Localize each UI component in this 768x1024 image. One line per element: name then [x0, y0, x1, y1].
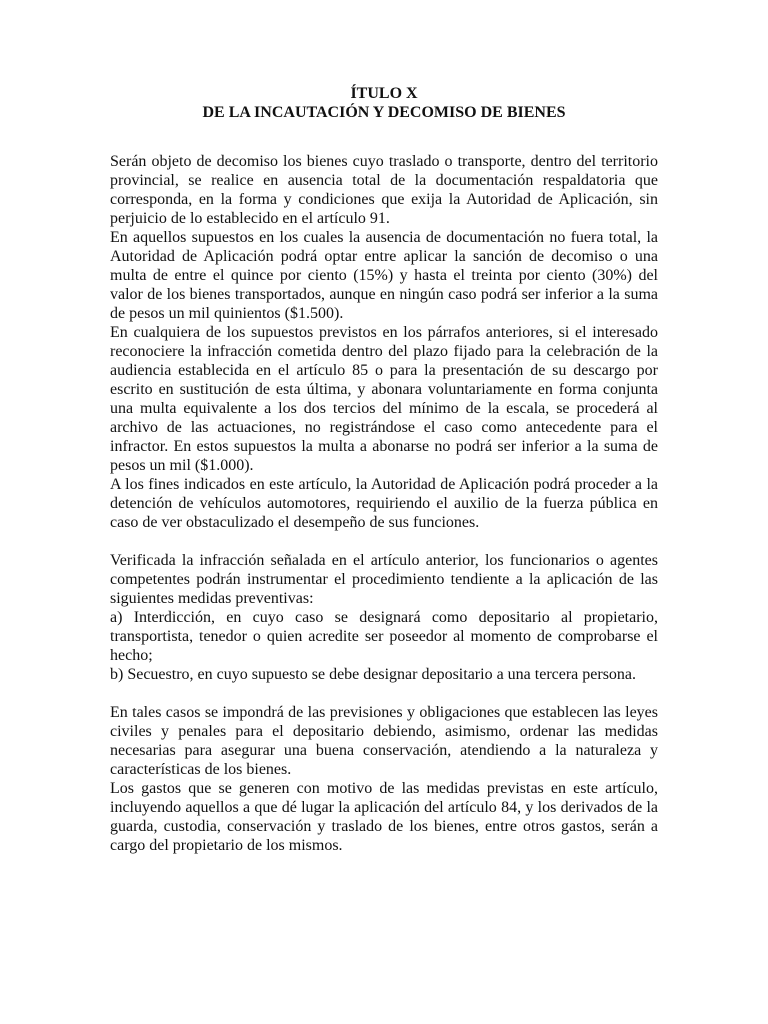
paragraph-interdiccion: a) Interdicción, en cuyo caso se designará como depositario al propietario, transportista, tenedor o quien acredite ser poseedor al momento de comprobarse el hecho;	[110, 609, 658, 664]
paragraph-spacer	[110, 532, 658, 551]
title-line-2: DE LA INCAUTACIÓN Y DECOMISO DE BIENES	[202, 104, 566, 121]
paragraph-detencion: A los fines indicados en este artículo, la Autoridad de Aplicación podrá proceder a la detención de vehículos automotores, requiriendo el auxilio de la fuerza pública en caso de ver obstaculizado el desempeño de sus funciones.	[110, 476, 658, 531]
paragraph-gastos: Los gastos que se generen con motivo de las medidas previstas en este artículo, incluyendo aquellos a que dé lugar la aplicación del artículo 84, y los derivados de la guarda, custodia, conservación y traslado de los bienes, entre otros gastos, serán a cargo del propietario de los mismos.	[110, 780, 658, 854]
paragraph-reconocimiento: En cualquiera de los supuestos previstos en los párrafos anteriores, si el interesado reconociere la infracción cometida dentro del plazo fijado para la celebración de la audiencia establecida en el artículo 85 o para la presentación de su descargo por escrito en sustitución de esta última, y abonara voluntariamente en forma conjunta una multa equivalente a los dos tercios del mínimo de la escala, se procederá al archivo de las actuaciones, no registrándose el caso como antecedente para el infractor. En estos supuestos la multa a abonarse no podrá ser inferior a la suma de pesos un mil ($1.000).	[110, 324, 658, 474]
paragraph-secuestro: b) Secuestro, en cuyo supuesto se debe designar depositario a una tercera persona.	[110, 666, 637, 683]
title-line-1: ÍTULO X	[350, 85, 418, 102]
paragraph-multa: En aquellos supuestos en los cuales la ausencia de documentación no fuera total, la Autoridad de Aplicación podrá optar entre aplicar la sanción de decomiso o una multa de entre el quince por ciento (15%) y hasta el treinta por ciento (30%) del valor de los bienes transportados, aunque en ningún caso podrá ser inferior a la suma de pesos un mil quinientos ($1.500).	[110, 229, 658, 322]
title-block	[110, 84, 658, 122]
paragraph-previsiones: En tales casos se impondrá de las previsiones y obligaciones que establecen las leyes civiles y penales para el depositario debiendo, asimismo, ordenar las medidas necesarias para asegurar una buena conservación, atendiendo a la naturaleza y características de los bienes.	[110, 704, 658, 778]
paragraph-decomiso: Serán objeto de decomiso los bienes cuyo traslado o transporte, dentro del territorio provincial, se realice en ausencia total de la documentación respaldatoria que corresponda, en la forma y condiciones que exija la Autoridad de Aplicación, sin perjuicio de lo establecido en el artículo 91.	[110, 153, 658, 227]
document-page	[110, 84, 658, 855]
paragraph-spacer	[110, 684, 658, 703]
paragraph-medidas-preventivas: Verificada la infracción señalada en el artículo anterior, los funcionarios o agentes competentes podrán instrumentar el procedimiento tendiente a la aplicación de las siguientes medidas preventivas:	[110, 552, 658, 607]
